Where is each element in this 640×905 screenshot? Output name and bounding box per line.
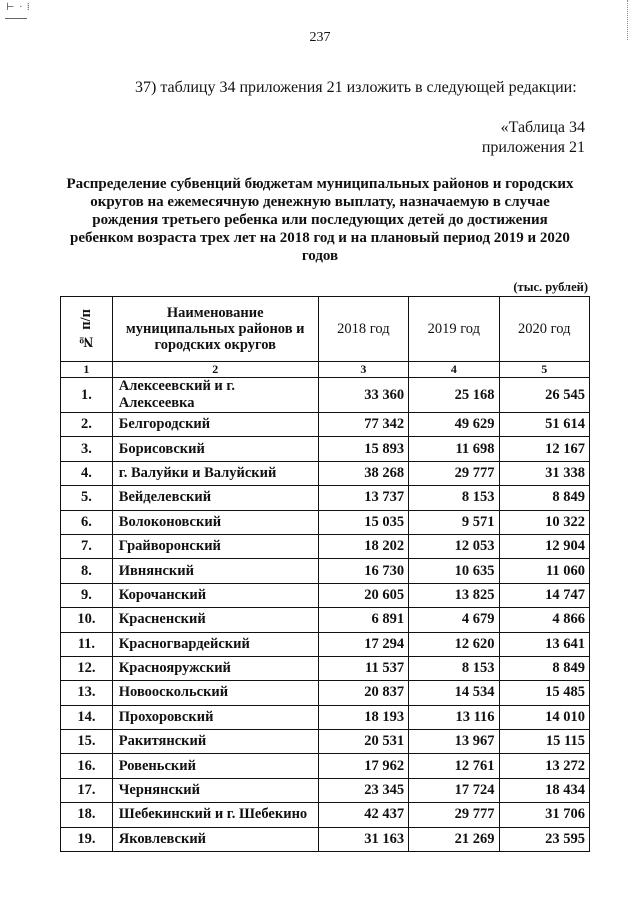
- value-2018: 20 605: [318, 583, 408, 607]
- value-2019: 25 168: [409, 378, 499, 413]
- value-2020: 15 485: [499, 681, 589, 705]
- table-row: [61, 437, 590, 461]
- district-name: Красненский: [112, 608, 318, 632]
- row-number: 1.: [61, 378, 113, 413]
- district-name: Корочанский: [112, 583, 318, 607]
- table-caption-line-2: приложения 21: [481, 139, 585, 156]
- value-2020: 26 545: [499, 378, 589, 413]
- scan-margin-mark: ⊢ · ⁞: [6, 2, 31, 13]
- column-index: 2: [112, 362, 318, 378]
- table-row: [61, 656, 590, 680]
- value-2018: 16 730: [318, 559, 408, 583]
- column-index-row: [61, 362, 590, 378]
- value-2018: 31 163: [318, 827, 408, 851]
- value-2020: 51 614: [499, 413, 589, 437]
- row-number: 15.: [61, 730, 113, 754]
- value-2020: 14 747: [499, 583, 589, 607]
- district-name: Белгородский: [112, 413, 318, 437]
- district-name: Ивнянский: [112, 559, 318, 583]
- value-2020: 18 434: [499, 778, 589, 802]
- value-2020: 4 866: [499, 608, 589, 632]
- value-2018: 20 837: [318, 681, 408, 705]
- units-label: (тыс. рублей): [513, 280, 588, 294]
- row-number: 5.: [61, 486, 113, 510]
- table-row: [61, 827, 590, 851]
- table-caption: [482, 118, 585, 158]
- value-2019: 13 825: [409, 583, 499, 607]
- row-number: 6.: [61, 510, 113, 534]
- column-index: 3: [318, 362, 408, 378]
- value-2018: 15 893: [318, 437, 408, 461]
- value-2019: 8 153: [409, 486, 499, 510]
- column-index: 1: [61, 362, 113, 378]
- value-2019: 4 679: [409, 608, 499, 632]
- district-name: Ракитянский: [112, 730, 318, 754]
- header-number-label: № п/п: [77, 308, 94, 350]
- row-number: 11.: [61, 632, 113, 656]
- value-2020: 11 060: [499, 559, 589, 583]
- value-2020: 10 322: [499, 510, 589, 534]
- value-2020: 14 010: [499, 705, 589, 729]
- value-2019: 11 698: [409, 437, 499, 461]
- amendment-instruction: 37) таблицу 34 приложения 21 изложить в следующей редакции:: [135, 79, 577, 96]
- title-line-1: Распределение субвенций бюджетам муниципальных районов и городских: [66, 176, 574, 192]
- district-name: Краснояружский: [112, 656, 318, 680]
- table-row: [61, 778, 590, 802]
- value-2018: 11 537: [318, 656, 408, 680]
- value-2018: 6 891: [318, 608, 408, 632]
- value-2020: 15 115: [499, 730, 589, 754]
- header-2018: 2018 год: [318, 297, 408, 362]
- header-number: [61, 297, 113, 362]
- value-2019: 12 620: [409, 632, 499, 656]
- value-2020: 13 272: [499, 754, 589, 778]
- value-2018: 23 345: [318, 778, 408, 802]
- value-2018: 17 962: [318, 754, 408, 778]
- value-2019: 49 629: [409, 413, 499, 437]
- value-2019: 13 967: [409, 730, 499, 754]
- row-number: 2.: [61, 413, 113, 437]
- document-title: [50, 175, 590, 265]
- table-row: [61, 608, 590, 632]
- value-2020: 12 904: [499, 534, 589, 558]
- value-2019: 21 269: [409, 827, 499, 851]
- value-2019: 10 635: [409, 559, 499, 583]
- district-name: Чернянский: [112, 778, 318, 802]
- value-2020: 23 595: [499, 827, 589, 851]
- district-name: Грайворонский: [112, 534, 318, 558]
- district-name: Борисовский: [112, 437, 318, 461]
- district-name: Ровеньский: [112, 754, 318, 778]
- table-row: [61, 559, 590, 583]
- table-row: [61, 632, 590, 656]
- row-number: 4.: [61, 461, 113, 485]
- value-2019: 29 777: [409, 803, 499, 827]
- row-number: 12.: [61, 656, 113, 680]
- column-index: 4: [409, 362, 499, 378]
- district-name: Алексеевский и г. Алексеевка: [112, 378, 318, 413]
- value-2018: 13 737: [318, 486, 408, 510]
- value-2019: 17 724: [409, 778, 499, 802]
- district-name: Яковлевский: [112, 827, 318, 851]
- row-number: 7.: [61, 534, 113, 558]
- value-2019: 12 053: [409, 534, 499, 558]
- value-2019: 12 761: [409, 754, 499, 778]
- value-2020: 31 706: [499, 803, 589, 827]
- value-2018: 18 202: [318, 534, 408, 558]
- table-row: [61, 378, 590, 413]
- value-2018: 38 268: [318, 461, 408, 485]
- header-2019: 2019 год: [409, 297, 499, 362]
- table-row: [61, 461, 590, 485]
- row-number: 19.: [61, 827, 113, 851]
- value-2020: 31 338: [499, 461, 589, 485]
- district-name: Вейделевский: [112, 486, 318, 510]
- table-row: [61, 583, 590, 607]
- value-2018: 33 360: [318, 378, 408, 413]
- district-name: Новооскольский: [112, 681, 318, 705]
- row-number: 14.: [61, 705, 113, 729]
- value-2018: 18 193: [318, 705, 408, 729]
- title-line-5: годов: [301, 248, 339, 264]
- district-name: Шебекинский и г. Шебекино: [112, 803, 318, 827]
- row-number: 18.: [61, 803, 113, 827]
- scan-edge-line: [5, 18, 27, 19]
- table-row: [61, 803, 590, 827]
- title-line-4: ребенком возраста трех лет на 2018 год и на плановый период 2019 и 2020: [70, 230, 570, 246]
- value-2019: 9 571: [409, 510, 499, 534]
- district-name: Прохоровский: [112, 705, 318, 729]
- table-row: [61, 534, 590, 558]
- value-2019: 29 777: [409, 461, 499, 485]
- value-2020: 8 849: [499, 656, 589, 680]
- value-2020: 12 167: [499, 437, 589, 461]
- table-row: [61, 754, 590, 778]
- table-row: [61, 510, 590, 534]
- row-number: 10.: [61, 608, 113, 632]
- table-row: [61, 730, 590, 754]
- table-row: [61, 681, 590, 705]
- table-header-row: [61, 297, 590, 362]
- header-name: Наименование муниципальных районов и городских округов: [112, 297, 318, 362]
- row-number: 3.: [61, 437, 113, 461]
- value-2019: 14 534: [409, 681, 499, 705]
- subventions-table: [60, 296, 590, 852]
- value-2018: 15 035: [318, 510, 408, 534]
- table-row: [61, 705, 590, 729]
- value-2019: 13 116: [409, 705, 499, 729]
- row-number: 13.: [61, 681, 113, 705]
- row-number: 8.: [61, 559, 113, 583]
- value-2019: 8 153: [409, 656, 499, 680]
- value-2018: 20 531: [318, 730, 408, 754]
- table-row: [61, 486, 590, 510]
- district-name: г. Валуйки и Валуйский: [112, 461, 318, 485]
- value-2018: 42 437: [318, 803, 408, 827]
- row-number: 16.: [61, 754, 113, 778]
- page-number: 237: [309, 30, 331, 45]
- value-2020: 8 849: [499, 486, 589, 510]
- title-line-3: рождения третьего ребенка или последующих детей до достижения: [92, 212, 548, 228]
- row-number: 17.: [61, 778, 113, 802]
- district-name: Волоконовский: [112, 510, 318, 534]
- title-line-2: округов на ежемесячную денежную выплату, назначаемую в случае: [90, 194, 550, 210]
- table-caption-line-1: «Таблица 34: [500, 119, 585, 136]
- value-2018: 17 294: [318, 632, 408, 656]
- value-2018: 77 342: [318, 413, 408, 437]
- header-2020: 2020 год: [499, 297, 589, 362]
- district-name: Красногвардейский: [112, 632, 318, 656]
- value-2020: 13 641: [499, 632, 589, 656]
- row-number: 9.: [61, 583, 113, 607]
- column-index: 5: [499, 362, 589, 378]
- table-row: [61, 413, 590, 437]
